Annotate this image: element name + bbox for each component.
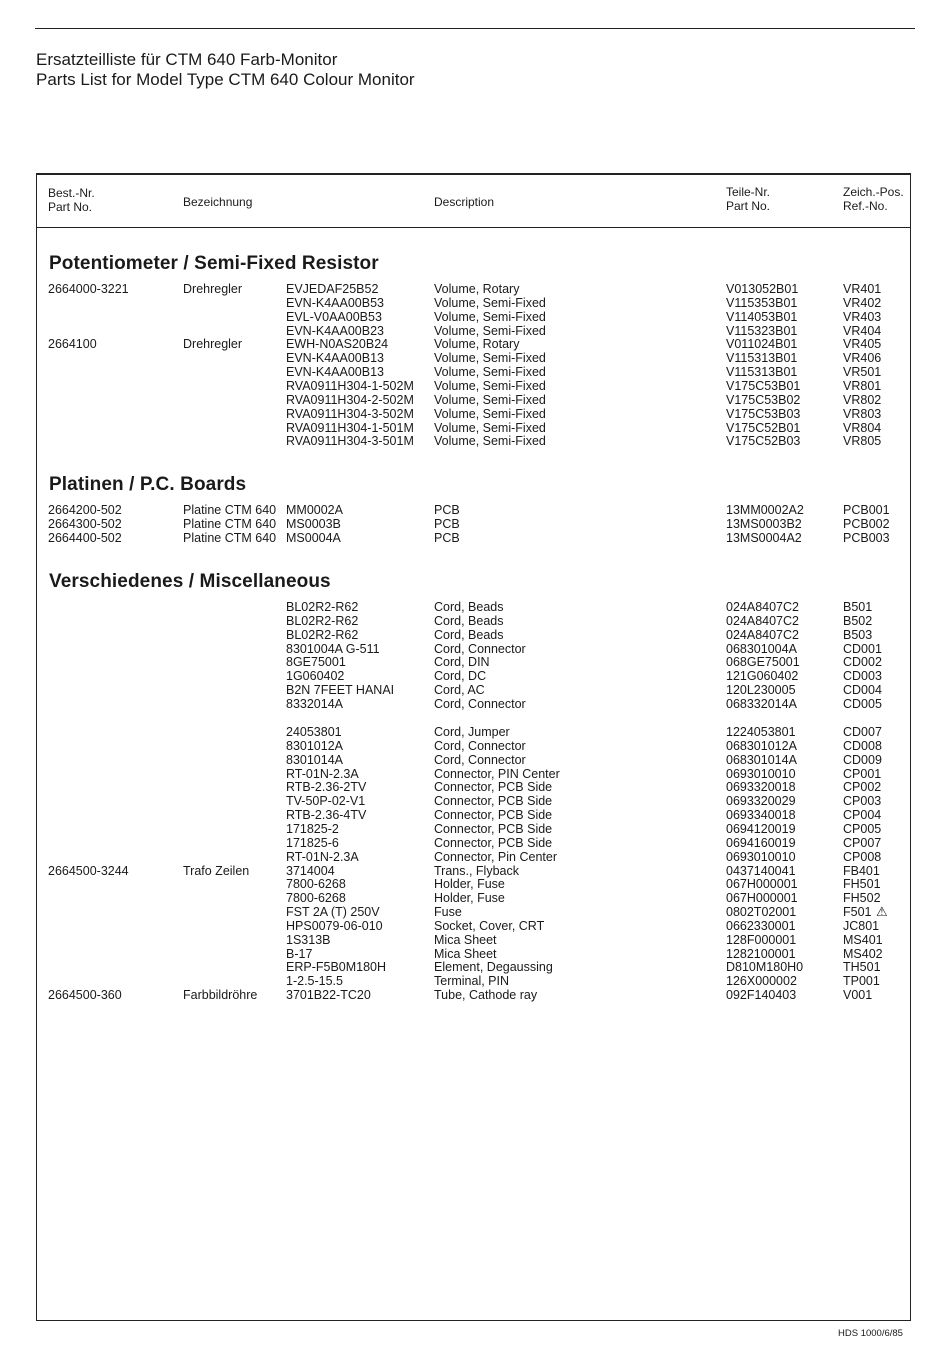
cell-description: Cord, Beads <box>434 613 504 628</box>
table-row <box>0 850 950 864</box>
cell-description: Fuse <box>434 905 462 920</box>
cell-teile-nr: V175C53B02 <box>726 392 801 407</box>
table-row <box>0 600 950 614</box>
cell-type-code: EVL-V0AA00B53 <box>286 309 382 324</box>
cell-bezeichnung: Platine CTM 640 <box>183 516 277 531</box>
cell-part-no: 2664000-3221 <box>48 282 129 296</box>
cell-type-code: 3701B22-TC20 <box>286 988 371 1003</box>
title-line-en: Parts List for Model Type CTM 640 Colour Monitor <box>36 70 415 89</box>
cell-teile-nr: 067H000001 <box>726 891 798 906</box>
cell-teile-nr: V115313B01 <box>726 351 798 366</box>
cell-ref-no: VR804 <box>843 420 882 435</box>
cell-ref-no: VR501 <box>843 365 882 380</box>
cell-description: Volume, Semi-Fixed <box>434 351 546 366</box>
table-row <box>0 780 950 794</box>
table-row <box>0 337 950 351</box>
table-row <box>0 614 950 628</box>
cell-teile-nr: 068332014A <box>726 696 797 711</box>
header-rule <box>36 227 911 228</box>
cell-type-code: RVA0911H304-3-502M <box>286 406 414 421</box>
title-line-de: Ersatzteilliste für CTM 640 Farb-Monitor <box>36 50 338 69</box>
cell-type-code: HPS0079-06-010 <box>286 918 383 933</box>
cell-ref-no: VR805 <box>843 434 882 449</box>
table-row <box>0 905 950 919</box>
cell-type-code: 1-2.5-15.5 <box>286 974 343 989</box>
cell-teile-nr: 067H000001 <box>726 877 798 892</box>
cell-teile-nr: V115313B01 <box>726 365 798 380</box>
cell-type-code: FST 2A (T) 250V <box>286 905 380 920</box>
table-row <box>0 960 950 974</box>
cell-description: Cord, Beads <box>434 627 504 642</box>
cell-bezeichnung: Trafo Zeilen <box>183 863 250 878</box>
cell-ref-no: B501 <box>843 600 873 614</box>
section-title-potentiometer: Potentiometer / Semi-Fixed Resistor <box>49 253 379 274</box>
cell-teile-nr: 0802T02001 <box>726 905 797 920</box>
cell-ref-no: TP001 <box>843 974 880 989</box>
cell-description: Cord, Jumper <box>434 725 510 739</box>
document-code: HDS 1000/6/85 <box>838 1328 903 1339</box>
cell-teile-nr: 1224053801 <box>726 725 796 739</box>
cell-type-code: RVA0911H304-1-501M <box>286 420 414 435</box>
cell-teile-nr: 068301014A <box>726 752 797 767</box>
cell-part-no: 2664400-502 <box>48 530 122 545</box>
cell-type-code: 7800-6268 <box>286 877 346 892</box>
cell-type-code: EVN-K4AA00B13 <box>286 365 384 380</box>
top-rule <box>35 28 915 29</box>
header-ref-no <box>843 185 904 213</box>
table-row <box>0 282 950 296</box>
cell-description: Connector, PCB Side <box>434 808 553 823</box>
cell-ref-no: VR803 <box>843 406 882 421</box>
header-part-no <box>48 186 95 214</box>
cell-ref-no: CP008 <box>843 849 882 864</box>
cell-ref-no: CP001 <box>843 766 882 781</box>
cell-description: Connector, PCB Side <box>434 780 553 795</box>
cell-description: PCB <box>434 503 460 517</box>
header-bezeichnung: Bezeichnung <box>183 195 253 209</box>
table-row <box>0 767 950 781</box>
section-title-pc-boards: Platinen / P.C. Boards <box>49 474 247 495</box>
cell-description: Cord, Connector <box>434 752 526 767</box>
cell-type-code: RTB-2.36-4TV <box>286 808 367 823</box>
cell-teile-nr: V175C52B01 <box>726 420 801 435</box>
cell-type-code: 8GE75001 <box>286 655 346 670</box>
cell-type-code: BL02R2-R62 <box>286 627 359 642</box>
cell-part-no: 2664500-3244 <box>48 863 129 878</box>
header-teilenr-en: Part No. <box>726 199 771 213</box>
cell-type-code: TV-50P-02-V1 <box>286 794 366 809</box>
table-row <box>0 725 950 739</box>
cell-ref-no: TH501 <box>843 960 881 975</box>
cell-teile-nr: D810M180H0 <box>726 960 804 975</box>
cell-ref-no: CD004 <box>843 683 882 698</box>
cell-ref-no: VR403 <box>843 309 882 324</box>
cell-description: Holder, Fuse <box>434 877 505 892</box>
cell-description: Cord, Connector <box>434 738 526 753</box>
table-row <box>0 697 950 711</box>
cell-type-code: 8301012A <box>286 738 344 753</box>
cell-ref-no: FH501 <box>843 877 881 892</box>
table-row <box>0 669 950 683</box>
cell-teile-nr: 024A8407C2 <box>726 600 799 614</box>
cell-ref-no: CP007 <box>843 835 882 850</box>
table-row <box>0 407 950 421</box>
table-row <box>0 864 950 878</box>
cell-teile-nr: 0693320018 <box>726 780 796 795</box>
cell-type-code: BL02R2-R62 <box>286 600 359 614</box>
cell-description: Volume, Semi-Fixed <box>434 309 546 324</box>
cell-ref-no: VR405 <box>843 337 882 352</box>
cell-part-no: 2664200-502 <box>48 503 122 517</box>
table-row <box>0 517 950 531</box>
table-row <box>0 877 950 891</box>
cell-teile-nr: 0694160019 <box>726 835 796 850</box>
cell-teile-nr: V114053B01 <box>726 309 798 324</box>
cell-type-code: MS0004A <box>286 530 341 545</box>
cell-teile-nr: 128F000001 <box>726 932 797 947</box>
table-row <box>0 393 950 407</box>
cell-teile-nr: 0437140041 <box>726 863 796 878</box>
cell-teile-nr: 13MM0002A2 <box>726 503 804 517</box>
cell-teile-nr: V011024B01 <box>726 337 798 352</box>
table-row <box>0 531 950 545</box>
cell-teile-nr: 0662330001 <box>726 918 796 933</box>
cell-type-code: RVA0911H304-1-502M <box>286 378 414 393</box>
cell-description: Volume, Rotary <box>434 337 520 352</box>
cell-description: Cord, Connector <box>434 696 526 711</box>
cell-description: Volume, Semi-Fixed <box>434 434 546 449</box>
table-row <box>0 655 950 669</box>
cell-part-no: 2664100 <box>48 337 97 352</box>
cell-ref-no: VR406 <box>843 351 882 366</box>
table-row <box>0 891 950 905</box>
cell-description: Element, Degaussing <box>434 960 553 975</box>
cell-type-code: 171825-6 <box>286 835 339 850</box>
cell-part-no: 2664500-360 <box>48 988 122 1003</box>
cell-teile-nr: 1282100001 <box>726 946 796 961</box>
cell-ref-no: CD001 <box>843 641 882 656</box>
cell-description: Mica Sheet <box>434 946 497 961</box>
cell-ref-no: CP003 <box>843 794 882 809</box>
cell-teile-nr: V013052B01 <box>726 282 799 296</box>
cell-teile-nr: 126X000002 <box>726 974 797 989</box>
table-row <box>0 836 950 850</box>
cell-type-code: RTB-2.36-2TV <box>286 780 367 795</box>
cell-description: Terminal, PIN <box>434 974 510 989</box>
cell-type-code: RT-01N-2.3A <box>286 766 359 781</box>
cell-ref-no: PCB003 <box>843 530 890 545</box>
cell-teile-nr: 0693320029 <box>726 794 796 809</box>
cell-bezeichnung: Drehregler <box>183 282 243 296</box>
cell-description: Holder, Fuse <box>434 891 505 906</box>
cell-description: Cord, Connector <box>434 641 526 656</box>
header-zeich-de: Zeich.-Pos. <box>843 185 904 199</box>
table-row <box>0 503 950 517</box>
cell-type-code: B-17 <box>286 946 313 961</box>
cell-description: Connector, PCB Side <box>434 821 553 836</box>
cell-description: Connector, Pin Center <box>434 849 557 864</box>
cell-teile-nr: V175C53B03 <box>726 406 801 421</box>
cell-ref-no: VR801 <box>843 378 882 393</box>
cell-ref-no: V001 <box>843 988 873 1003</box>
cell-description: PCB <box>434 530 460 545</box>
cell-ref-no: CD009 <box>843 752 882 767</box>
cell-ref-no: FB401 <box>843 863 880 878</box>
cell-bezeichnung: Drehregler <box>183 337 243 352</box>
cell-ref-no: CP002 <box>843 780 882 795</box>
table-row <box>0 642 950 656</box>
table-row <box>0 947 950 961</box>
cell-description: Mica Sheet <box>434 932 497 947</box>
table-row <box>0 434 950 448</box>
cell-type-code: MS0003B <box>286 516 341 531</box>
cell-type-code: 171825-2 <box>286 821 339 836</box>
cell-type-code: 3714004 <box>286 863 335 878</box>
cell-ref-no: FH502 <box>843 891 881 906</box>
header-description: Description <box>434 195 495 209</box>
cell-description: Tube, Cathode ray <box>434 988 538 1003</box>
cell-teile-nr: 0693010010 <box>726 766 796 781</box>
cell-type-code: EVJEDAF25B52 <box>286 282 379 296</box>
cell-type-code: EVN-K4AA00B53 <box>286 295 384 310</box>
cell-teile-nr: 0693340018 <box>726 808 796 823</box>
cell-teile-nr: V175C53B01 <box>726 378 801 393</box>
table-row <box>0 351 950 365</box>
table-row <box>0 933 950 947</box>
table-row <box>0 794 950 808</box>
cell-ref-no: B502 <box>843 613 873 628</box>
cell-description: Volume, Semi-Fixed <box>434 406 546 421</box>
cell-teile-nr: 024A8407C2 <box>726 613 799 628</box>
table-row <box>0 974 950 988</box>
cell-description: Volume, Semi-Fixed <box>434 392 546 407</box>
cell-ref-no: CD007 <box>843 725 882 739</box>
cell-type-code: RVA0911H304-2-502M <box>286 392 414 407</box>
cell-description: PCB <box>434 516 460 531</box>
cell-teile-nr: 068GE75001 <box>726 655 800 670</box>
cell-type-code: EVN-K4AA00B23 <box>286 323 384 338</box>
cell-description: Volume, Rotary <box>434 282 520 296</box>
table-row <box>0 379 950 393</box>
cell-type-code: MM0002A <box>286 503 343 517</box>
cell-type-code: B2N 7FEET HANAI <box>286 683 395 698</box>
table-row <box>0 365 950 379</box>
header-bestnr-en: Part No. <box>48 200 93 214</box>
table-row <box>0 753 950 767</box>
table-row <box>0 683 950 697</box>
cell-description: Cord, AC <box>434 683 485 698</box>
table-row <box>0 310 950 324</box>
cell-type-code: 24053801 <box>286 725 342 739</box>
cell-ref-no: PCB001 <box>843 503 890 517</box>
cell-description: Connector, PCB Side <box>434 794 553 809</box>
cell-ref-no: MS401 <box>843 932 883 947</box>
table-row <box>0 822 950 836</box>
cell-ref-no: CP004 <box>843 808 882 823</box>
cell-bezeichnung: Platine CTM 640 <box>183 503 277 517</box>
cell-type-code: 8301004A G-511 <box>286 641 380 656</box>
cell-teile-nr: V115353B01 <box>726 295 798 310</box>
cell-description: Cord, DIN <box>434 655 490 670</box>
cell-teile-nr: 024A8407C2 <box>726 627 799 642</box>
header-bestnr-de: Best.-Nr. <box>48 186 95 200</box>
header-teile-nr <box>726 185 770 213</box>
cell-description: Volume, Semi-Fixed <box>434 365 546 380</box>
cell-teile-nr: V115323B01 <box>726 323 798 338</box>
cell-ref-no: CP005 <box>843 821 882 836</box>
cell-type-code: 1G060402 <box>286 669 345 684</box>
cell-type-code: EWH-N0AS20B24 <box>286 337 389 352</box>
cell-ref-no: F501 <box>843 905 872 920</box>
cell-type-code: RT-01N-2.3A <box>286 849 359 864</box>
cell-teile-nr: 0693010010 <box>726 849 796 864</box>
cell-teile-nr: 120L230005 <box>726 683 796 698</box>
cell-part-no: 2664300-502 <box>48 516 122 531</box>
cell-ref-no: VR802 <box>843 392 882 407</box>
cell-teile-nr: 068301012A <box>726 738 797 753</box>
cell-ref-no: B503 <box>843 627 873 642</box>
cell-type-code: 1S313B <box>286 932 331 947</box>
cell-type-code: ERP-F5B0M180H <box>286 960 387 975</box>
cell-type-code: EVN-K4AA00B13 <box>286 351 384 366</box>
cell-ref-no: JC801 <box>843 918 880 933</box>
cell-teile-nr: 0694120019 <box>726 821 796 836</box>
cell-teile-nr: 13MS0003B2 <box>726 516 802 531</box>
cell-description: Connector, PCB Side <box>434 835 553 850</box>
table-row <box>0 421 950 435</box>
header-teilenr-de: Teile-Nr. <box>726 185 771 199</box>
cell-description: Volume, Semi-Fixed <box>434 420 546 435</box>
cell-description: Cord, Beads <box>434 600 504 614</box>
cell-teile-nr: 068301004A <box>726 641 797 656</box>
warning-triangle-icon: ⚠ <box>876 904 888 920</box>
cell-teile-nr: 092F140403 <box>726 988 797 1003</box>
cell-type-code: 7800-6268 <box>286 891 346 906</box>
page-title <box>36 50 415 90</box>
cell-ref-no: VR401 <box>843 282 882 296</box>
table-row <box>0 296 950 310</box>
cell-teile-nr: 13MS0004A2 <box>726 530 802 545</box>
cell-ref-no: VR402 <box>843 295 882 310</box>
section-title-miscellaneous: Verschiedenes / Miscellaneous <box>49 571 331 592</box>
cell-ref-no: CD008 <box>843 738 882 753</box>
table-row <box>0 324 950 338</box>
cell-type-code: 8301014A <box>286 752 344 767</box>
table-row <box>0 808 950 822</box>
header-zeich-en: Ref.-No. <box>843 199 888 213</box>
cell-ref-no: PCB002 <box>843 516 890 531</box>
table-row <box>0 739 950 753</box>
cell-type-code: 8332014A <box>286 696 344 711</box>
cell-ref-no: MS402 <box>843 946 883 961</box>
cell-ref-no: CD005 <box>843 696 882 711</box>
table-row <box>0 919 950 933</box>
table-row <box>0 988 950 1002</box>
cell-description: Volume, Semi-Fixed <box>434 323 546 338</box>
cell-ref-no: CD002 <box>843 655 882 670</box>
cell-description: Trans., Flyback <box>434 863 519 878</box>
cell-teile-nr: V175C52B03 <box>726 434 801 449</box>
cell-type-code: BL02R2-R62 <box>286 613 359 628</box>
cell-ref-no: VR404 <box>843 323 882 338</box>
cell-description: Socket, Cover, CRT <box>434 918 545 933</box>
cell-description: Cord, DC <box>434 669 487 684</box>
cell-description: Volume, Semi-Fixed <box>434 378 546 393</box>
table-row <box>0 628 950 642</box>
cell-ref-no: CD003 <box>843 669 882 684</box>
cell-bezeichnung: Platine CTM 640 <box>183 530 277 545</box>
cell-description: Volume, Semi-Fixed <box>434 295 546 310</box>
cell-teile-nr: 121G060402 <box>726 669 799 684</box>
cell-type-code: RVA0911H304-3-501M <box>286 434 414 449</box>
cell-bezeichnung: Farbbildröhre <box>183 988 258 1003</box>
cell-description: Connector, PIN Center <box>434 766 560 781</box>
